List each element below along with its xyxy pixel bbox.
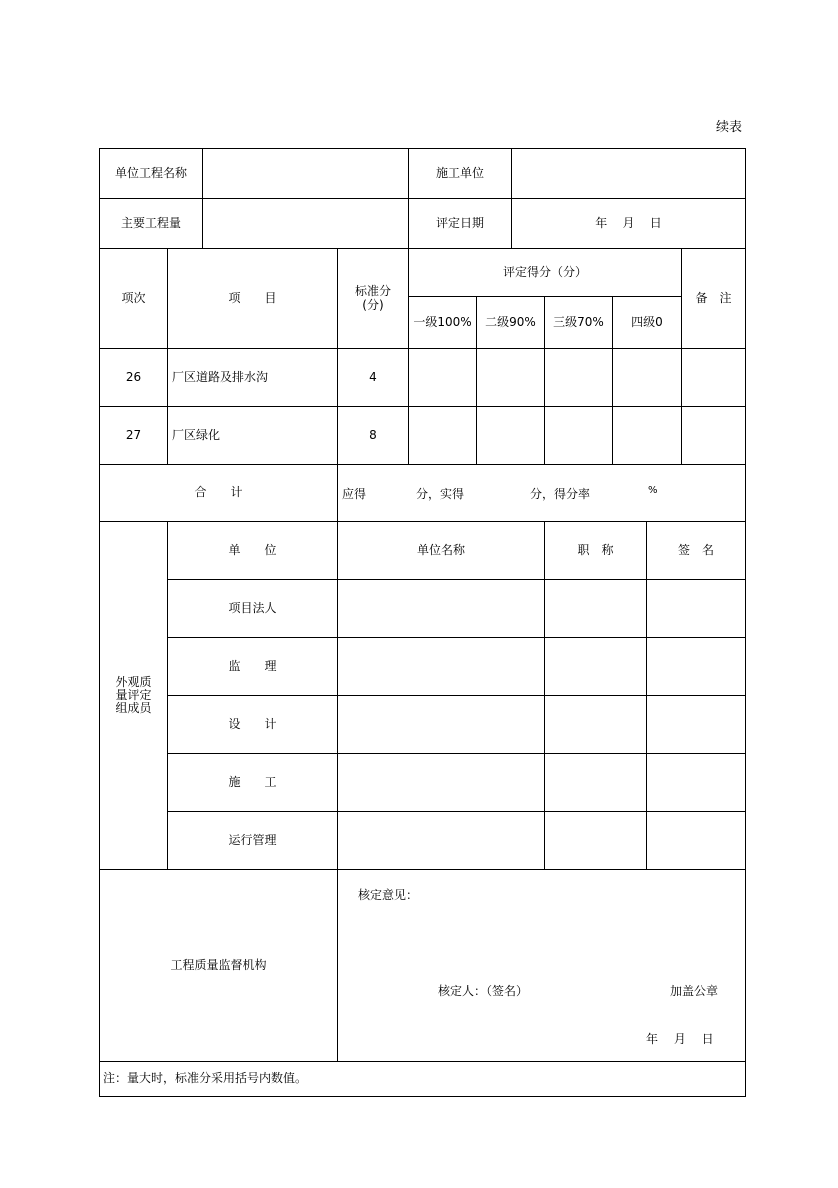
members-col-unit: 单 位: [167, 521, 338, 580]
col-rated-score: 评定得分（分）: [408, 248, 682, 297]
row-27-grade-3[interactable]: [544, 406, 613, 465]
member-unit-name-field[interactable]: [337, 811, 545, 870]
opinion-label: 核定意见：: [358, 888, 419, 902]
member-title-field[interactable]: [544, 753, 647, 812]
member-unit-project-owner: 项目法人: [167, 579, 338, 638]
main-quantity-field[interactable]: [202, 198, 409, 249]
member-unit-supervision: 监 理: [167, 637, 338, 696]
member-unit-construction: 施 工: [167, 753, 338, 812]
total-rate-text: 分，得分率: [530, 487, 591, 501]
col-grade-2: 二级90%: [476, 296, 545, 349]
construction-unit-label: 施工单位: [408, 148, 512, 199]
row-26-grade-1[interactable]: [408, 348, 477, 407]
member-title-field[interactable]: [544, 637, 647, 696]
col-standard-score: 标准分 (分): [337, 248, 409, 349]
row-26-remark[interactable]: [681, 348, 746, 407]
col-item-no: 项次: [99, 248, 168, 349]
row-26-grade-2[interactable]: [476, 348, 545, 407]
members-group-label: 外观质 量评定 组成员: [99, 521, 168, 870]
row-26-item: 厂区道路及排水沟: [167, 348, 338, 407]
row-26-grade-4[interactable]: [612, 348, 682, 407]
footnote: 注：量大时，标准分采用括号内数值。: [99, 1061, 746, 1097]
member-title-field[interactable]: [544, 811, 647, 870]
row-26-standard: 4: [337, 348, 409, 407]
evaluation-date-field[interactable]: 年 月 日: [511, 198, 746, 249]
row-27-grade-2[interactable]: [476, 406, 545, 465]
member-unit-design: 设 计: [167, 695, 338, 754]
member-sign-field[interactable]: [646, 753, 746, 812]
unit-project-name-label: 单位工程名称: [99, 148, 203, 199]
total-label: 合 计: [99, 464, 338, 522]
total-percent-text: %: [648, 485, 658, 496]
supervision-agency-label: 工程质量监督机构: [99, 869, 338, 1062]
col-remarks: 备 注: [681, 248, 746, 349]
row-27-grade-4[interactable]: [612, 406, 682, 465]
member-unit-operation: 运行管理: [167, 811, 338, 870]
col-grade-4: 四级0: [612, 296, 682, 349]
approver-label: 核定人：（签名）: [438, 984, 529, 998]
continued-label: 续表: [716, 120, 743, 135]
evaluation-date-label: 评定日期: [408, 198, 512, 249]
supervision-date: 年 月 日: [646, 1032, 714, 1046]
row-27-item: 厂区绿化: [167, 406, 338, 465]
member-title-field[interactable]: [544, 695, 647, 754]
row-27-standard: 8: [337, 406, 409, 465]
seal-label: 加盖公章: [670, 984, 719, 998]
members-col-unit-name: 单位名称: [337, 521, 545, 580]
member-unit-name-field[interactable]: [337, 637, 545, 696]
row-27-remark[interactable]: [681, 406, 746, 465]
col-grade-1: 一级100%: [408, 296, 477, 349]
member-sign-field[interactable]: [646, 579, 746, 638]
col-grade-3: 三级70%: [544, 296, 613, 349]
member-sign-field[interactable]: [646, 637, 746, 696]
construction-unit-field[interactable]: [511, 148, 746, 199]
member-unit-name-field[interactable]: [337, 579, 545, 638]
members-col-sign: 签 名: [646, 521, 746, 580]
row-27-no: 27: [99, 406, 168, 465]
total-expected-text: 应得: [342, 487, 367, 501]
member-sign-field[interactable]: [646, 695, 746, 754]
row-26-no: 26: [99, 348, 168, 407]
member-title-field[interactable]: [544, 579, 647, 638]
col-item: 项 目: [167, 248, 338, 349]
main-quantity-label: 主要工程量: [99, 198, 203, 249]
member-unit-name-field[interactable]: [337, 753, 545, 812]
row-26-grade-3[interactable]: [544, 348, 613, 407]
unit-project-name-field[interactable]: [202, 148, 409, 199]
member-sign-field[interactable]: [646, 811, 746, 870]
total-actual-text: 分，实得: [416, 487, 465, 501]
row-27-grade-1[interactable]: [408, 406, 477, 465]
member-unit-name-field[interactable]: [337, 695, 545, 754]
members-col-title: 职 称: [544, 521, 647, 580]
